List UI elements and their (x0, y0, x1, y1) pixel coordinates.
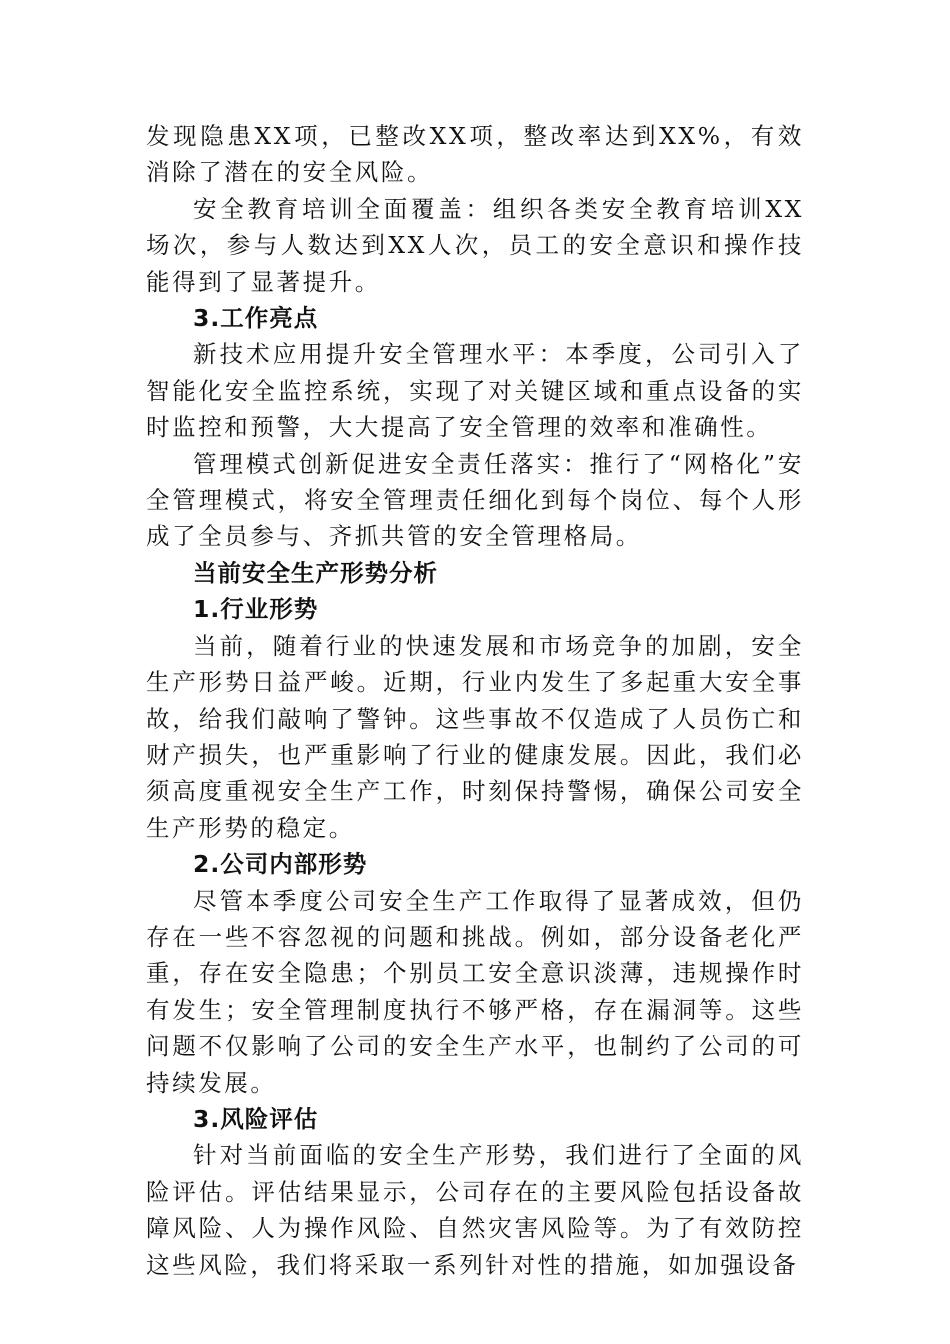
heading-risk-assessment: 3.风险评估 (193, 1104, 319, 1133)
paragraph-risk-assessment: 针对当前面临的安全生产形势，我们进行了全面的风险评估。评估结果显示，公司存在的主要风险包括设备故障风险、人为操作风险、自然灾害风险等。为了有效防控这些风险，我们将采取一系列针对性的措施，如加强设备 (146, 1141, 804, 1279)
heading-internal-situation: 2.公司内部形势 (193, 850, 368, 879)
paragraph-management-innovation: 管理模式创新促进安全责任落实：推行了“网格化”安全管理模式，将安全管理责任细化到每个岗位、每个人形成了全员参与、齐抓共管的安全管理格局。 (146, 449, 804, 551)
paragraph-new-technology: 新技术应用提升安全管理水平：本季度，公司引入了智能化安全监控系统，实现了对关键区域和重点设备的实时监控和预警，大大提高了安全管理的效率和准确性。 (146, 340, 804, 442)
paragraph-internal-situation: 尽管本季度公司安全生产工作取得了显著成效，但仍存在一些不容忽视的问题和挑战。例如，部分设备老化严重，存在安全隐患；个别员工安全意识淡薄，违规操作时有发生；安全管理制度执行不够严格，存在漏洞等。这些问题不仅影响了公司的安全生产水平，也制约了公司的可持续发展。 (146, 886, 804, 1097)
heading-situation-analysis: 当前安全生产形势分析 (193, 558, 438, 587)
paragraph-safety-training: 安全教育培训全面覆盖：组织各类安全教育培训XX场次，参与人数达到XX人次，员工的安全意识和操作技能得到了显著提升。 (146, 194, 804, 296)
heading-work-highlights: 3.工作亮点 (193, 304, 319, 333)
paragraph-continued: 发现隐患XX项，已整改XX项，整改率达到XX%，有效消除了潜在的安全风险。 (146, 122, 804, 187)
heading-industry-situation: 1.行业形势 (193, 595, 319, 624)
paragraph-industry-situation: 当前，随着行业的快速发展和市场竞争的加剧，安全生产形势日益严峻。近期，行业内发生了多起重大安全事故，给我们敲响了警钟。这些事故不仅造成了人员伤亡和财产损失，也严重影响了行业的健康发展。因此，我们必须高度重视安全生产工作，时刻保持警惕，确保公司安全生产形势的稳定。 (146, 631, 804, 842)
